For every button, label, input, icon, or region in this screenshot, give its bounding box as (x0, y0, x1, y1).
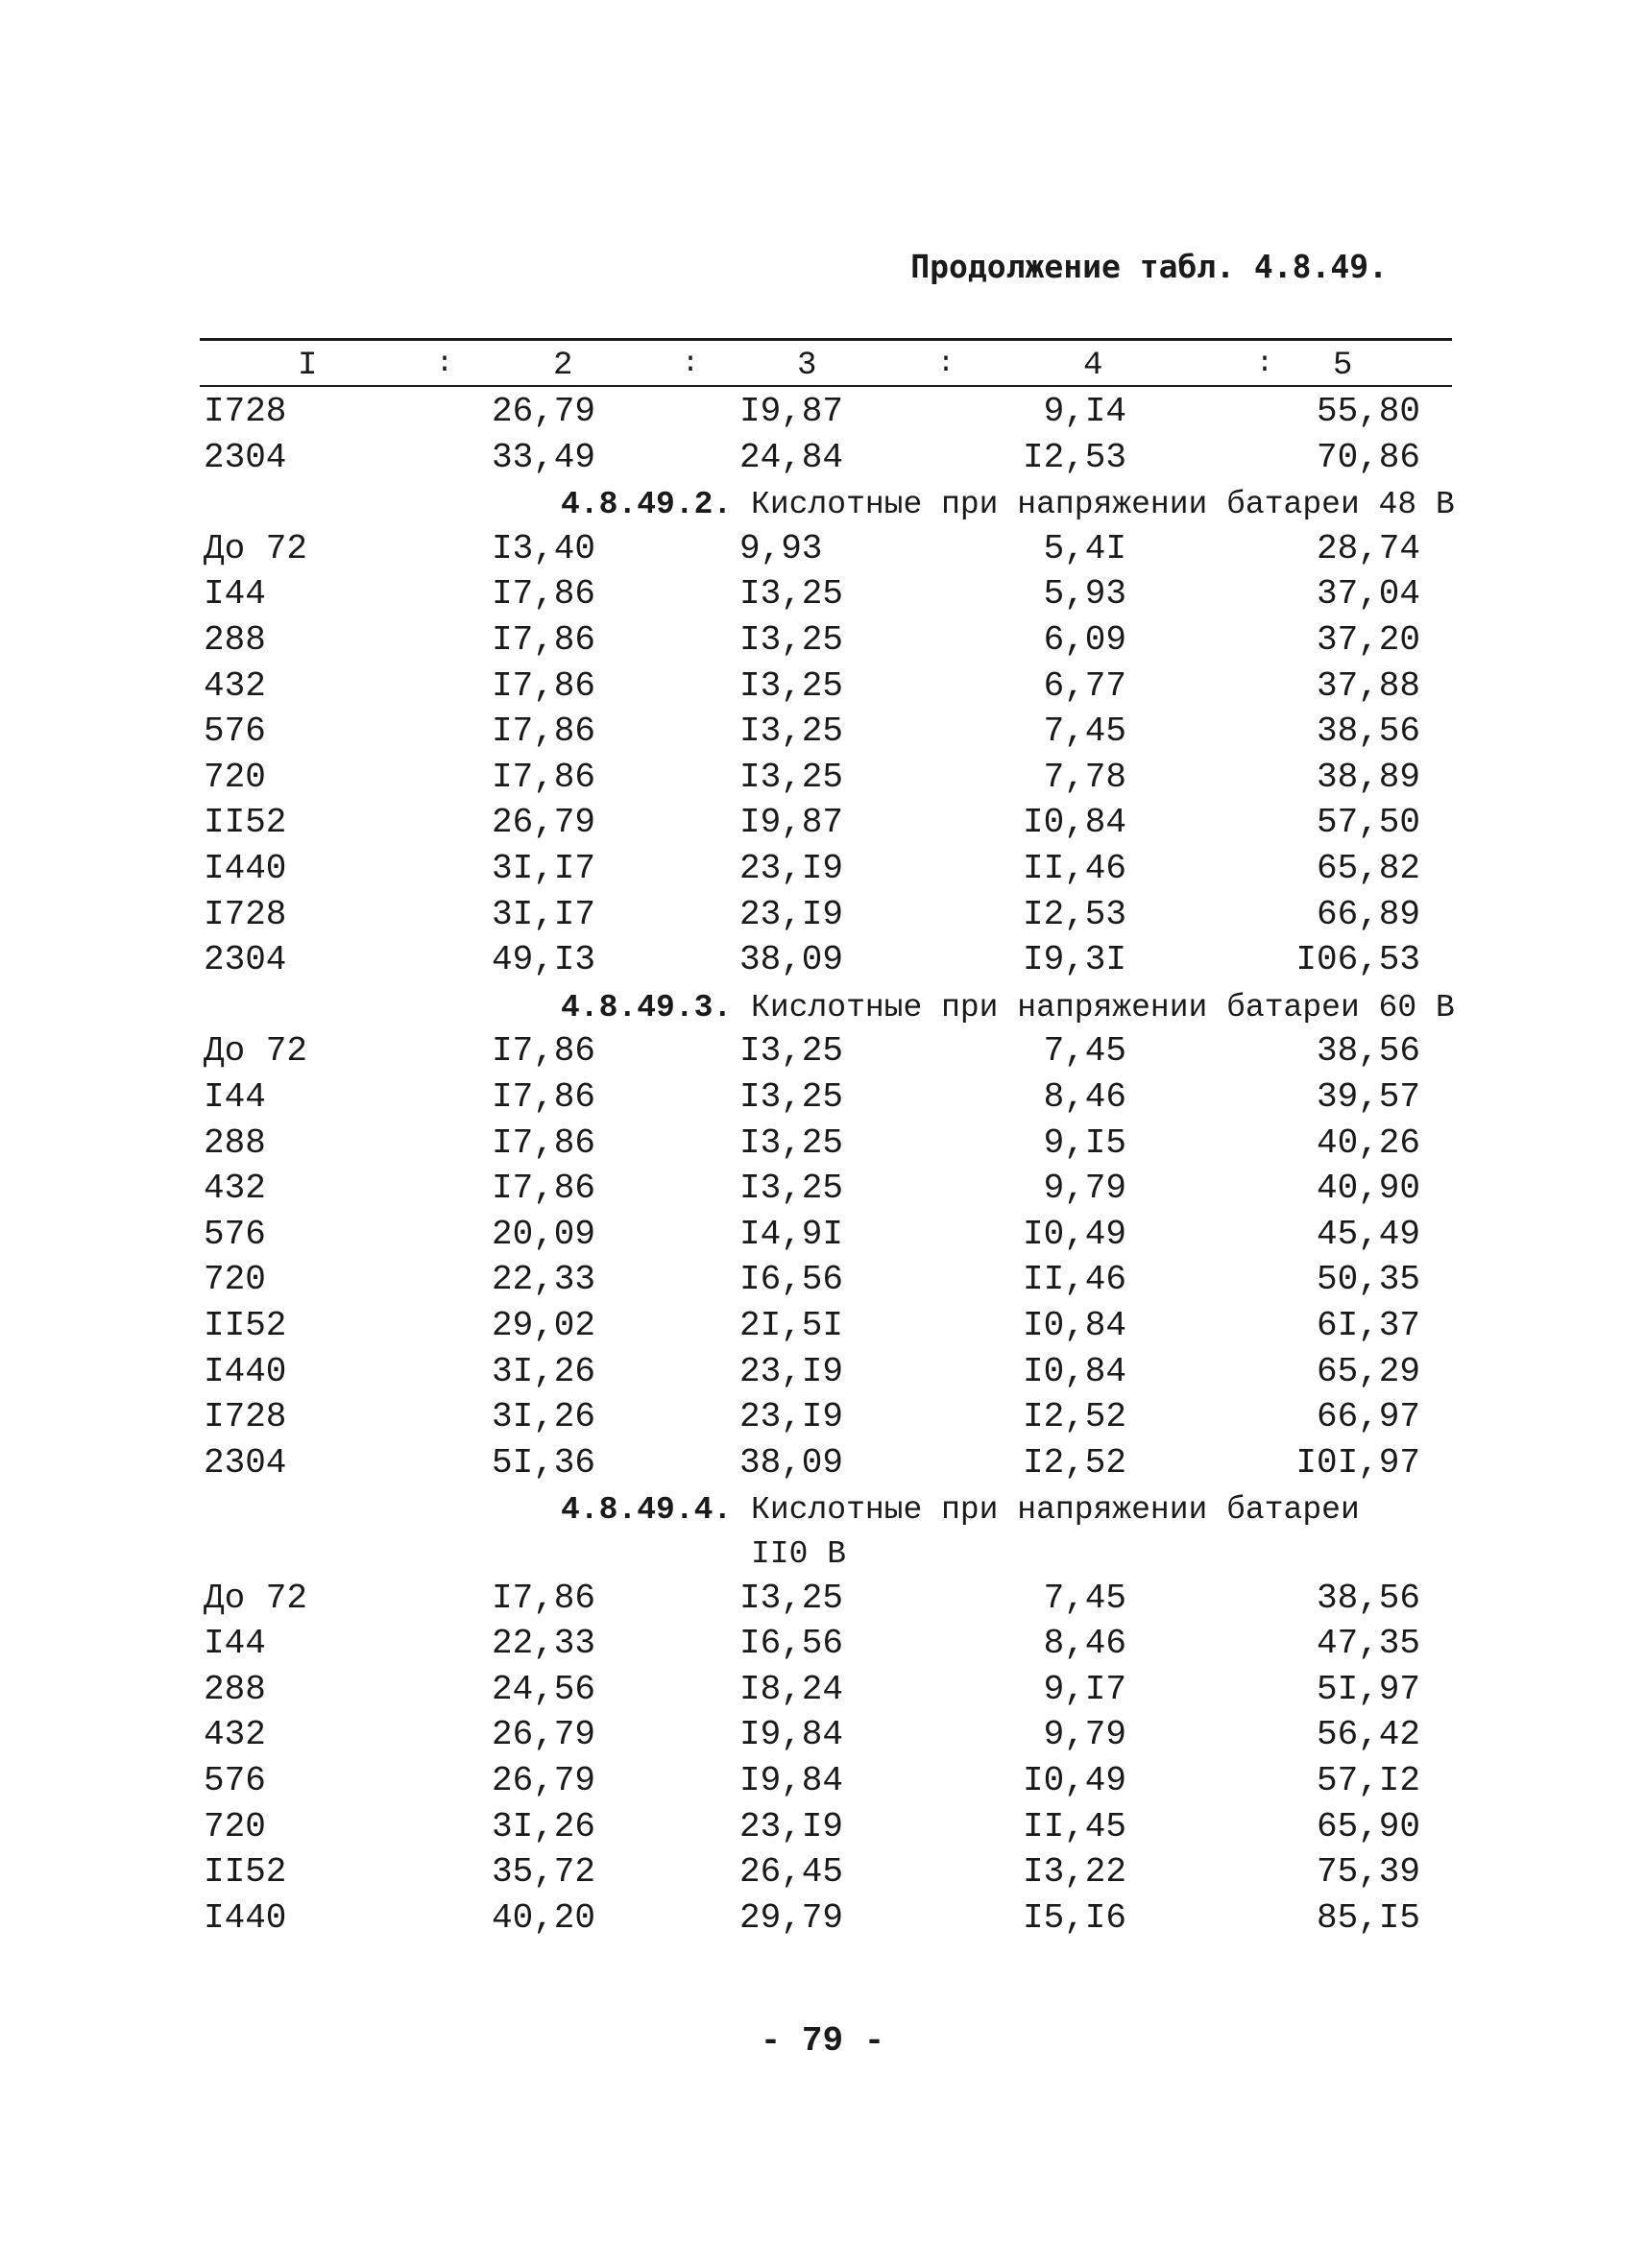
header-separator: : (1256, 348, 1274, 380)
cell-col-5: 66,89 (1316, 894, 1420, 934)
cell-col-5: 70,86 (1316, 437, 1420, 477)
cell-col-5: 28,74 (1316, 528, 1420, 568)
cell-col-2: 3I,26 (492, 1806, 596, 1846)
cell-col-2: 3I,I7 (492, 849, 596, 888)
cell-col-2: 24,56 (492, 1669, 596, 1709)
table-row (0, 392, 1645, 436)
cell-col-1: 288 (204, 1669, 266, 1709)
cell-col-1: 576 (204, 1761, 266, 1800)
cell-col-4: 7,45 (1043, 1031, 1126, 1072)
cell-col-3: I9,87 (739, 392, 844, 431)
cell-col-2: I7,86 (492, 574, 596, 615)
cell-col-2: 5I,36 (492, 1442, 596, 1483)
cell-col-2: I3,40 (492, 528, 596, 568)
cell-col-1: 432 (204, 1715, 266, 1755)
cell-col-1: I44 (204, 1624, 266, 1664)
table-row (0, 1761, 1645, 1805)
cell-col-3: I8,24 (739, 1669, 844, 1709)
cell-col-1: 432 (204, 665, 266, 706)
cell-col-5: 39,57 (1316, 1077, 1420, 1117)
table-row (0, 1031, 1645, 1075)
cell-col-4: I2,53 (1022, 437, 1126, 477)
cell-col-3: 23,I9 (739, 894, 844, 934)
cell-col-2: 26,79 (492, 1761, 596, 1800)
cell-col-1: 720 (204, 757, 266, 797)
table-row (0, 1852, 1645, 1896)
cell-col-2: I7,86 (492, 1169, 596, 1209)
cell-col-4: 9,I5 (1043, 1122, 1126, 1163)
cell-col-2: I7,86 (492, 1578, 596, 1618)
table-row (0, 1306, 1645, 1350)
table-row (0, 1579, 1645, 1623)
cell-col-2: 3I,I7 (492, 894, 596, 934)
section-number: 4.8.49.2. (561, 487, 752, 523)
table-header-rule (200, 385, 1452, 387)
table-row (0, 1169, 1645, 1213)
cell-col-3: 29,79 (739, 1897, 844, 1938)
cell-col-5: 6I,37 (1316, 1306, 1420, 1345)
cell-col-2: 3I,26 (492, 1397, 596, 1437)
cell-col-2: I7,86 (492, 1077, 596, 1117)
cell-col-2: 35,72 (492, 1852, 596, 1893)
cell-col-2: 22,33 (492, 1624, 596, 1664)
cell-col-3: I3,25 (739, 1031, 844, 1072)
table-row (0, 1215, 1645, 1259)
cell-col-3: 38,09 (739, 1442, 844, 1483)
page-number: - 79 - (760, 2021, 885, 2061)
cell-col-1: II52 (204, 1852, 287, 1893)
header-col-4: 4 (1083, 348, 1103, 384)
cell-col-3: I3,25 (739, 574, 844, 615)
cell-col-2: I7,86 (492, 1122, 596, 1163)
table-row (0, 1807, 1645, 1851)
cell-col-3: I9,87 (739, 803, 844, 843)
cell-col-4: I0,84 (1022, 803, 1126, 843)
cell-col-5: 56,42 (1316, 1715, 1420, 1755)
cell-col-4: 6,09 (1043, 620, 1126, 660)
cell-col-5: 50,35 (1316, 1260, 1420, 1300)
cell-col-4: I0,49 (1022, 1214, 1126, 1254)
header-col-2: 2 (553, 348, 573, 384)
cell-col-5: 66,97 (1316, 1397, 1420, 1437)
cell-col-1: 2304 (204, 940, 287, 980)
cell-col-1: I44 (204, 1077, 266, 1117)
cell-col-2: I7,86 (492, 712, 596, 752)
cell-col-1: II52 (204, 803, 287, 843)
cell-col-2: 22,33 (492, 1260, 596, 1300)
table-row (0, 712, 1645, 756)
cell-col-2: I7,86 (492, 1031, 596, 1072)
section-title: Кислотные при напряжении батареи 60 В (751, 989, 1455, 1025)
table-top-rule (200, 338, 1452, 341)
cell-col-3: 23,I9 (739, 1397, 844, 1437)
section-heading (561, 487, 1455, 522)
section-number: 4.8.49.4. (561, 1492, 752, 1529)
cell-col-1: 432 (204, 1169, 266, 1209)
section-title: Кислотные при напряжении батареи 48 В (751, 487, 1455, 523)
cell-col-2: I7,86 (492, 620, 596, 660)
table-caption: Продолжение табл. 4.8.49. (910, 248, 1388, 285)
cell-col-5: 57,50 (1316, 803, 1420, 843)
table-row (0, 620, 1645, 664)
cell-col-2: 49,I3 (492, 940, 596, 980)
table-row (0, 666, 1645, 711)
cell-col-2: 26,79 (492, 1715, 596, 1755)
cell-col-5: 55,80 (1316, 392, 1420, 431)
cell-col-5: 5I,97 (1316, 1669, 1420, 1709)
table-row (0, 438, 1645, 482)
cell-col-1: I440 (204, 1351, 287, 1391)
cell-col-1: 288 (204, 1122, 266, 1163)
cell-col-4: I0,84 (1022, 1351, 1126, 1391)
cell-col-5: 65,90 (1316, 1806, 1420, 1846)
cell-col-5: 57,I2 (1316, 1761, 1420, 1800)
cell-col-5: 65,29 (1316, 1351, 1420, 1391)
cell-col-5: 37,88 (1316, 665, 1420, 706)
cell-col-4: 9,79 (1043, 1715, 1126, 1755)
cell-col-4: 5,93 (1043, 574, 1126, 615)
cell-col-3: I9,84 (739, 1761, 844, 1800)
cell-col-2: 20,09 (492, 1214, 596, 1254)
cell-col-3: 23,I9 (739, 1806, 844, 1846)
cell-col-4: I2,53 (1022, 894, 1126, 934)
cell-col-2: 3I,26 (492, 1351, 596, 1391)
table-row (0, 803, 1645, 847)
cell-col-3: 26,45 (739, 1852, 844, 1893)
cell-col-1: II52 (204, 1306, 287, 1345)
table-header (200, 348, 1452, 382)
cell-col-4: I2,52 (1022, 1442, 1126, 1483)
header-col-1: I (298, 348, 318, 384)
cell-col-2: 33,49 (492, 437, 596, 477)
cell-col-3: 38,09 (739, 940, 844, 980)
cell-col-1: I728 (204, 894, 287, 934)
header-separator: : (937, 348, 956, 380)
cell-col-3: I9,84 (739, 1715, 844, 1755)
header-separator: : (682, 348, 700, 380)
cell-col-4: 5,4I (1043, 528, 1126, 568)
cell-col-3: I3,25 (739, 1122, 844, 1163)
section-heading (561, 1492, 1360, 1528)
cell-col-2: 26,79 (492, 392, 596, 431)
cell-col-4: I5,I6 (1022, 1897, 1126, 1938)
cell-col-3: I3,25 (739, 665, 844, 706)
header-separator: : (436, 348, 454, 380)
cell-col-1: I44 (204, 574, 266, 615)
cell-col-3: 9,93 (739, 528, 823, 568)
cell-col-5: 38,56 (1316, 712, 1420, 752)
cell-col-3: I3,25 (739, 757, 844, 797)
table-row (0, 1123, 1645, 1168)
section-title-continued: II0 В (751, 1536, 847, 1572)
cell-col-3: 24,84 (739, 437, 844, 477)
cell-col-4: 8,46 (1043, 1624, 1126, 1664)
cell-col-3: 23,I9 (739, 849, 844, 888)
cell-col-5: 47,35 (1316, 1624, 1420, 1664)
cell-col-4: II,45 (1022, 1806, 1126, 1846)
cell-col-1: I728 (204, 1397, 287, 1437)
cell-col-5: 40,90 (1316, 1169, 1420, 1209)
cell-col-1: 288 (204, 620, 266, 660)
table-row (0, 895, 1645, 939)
table-row (0, 1260, 1645, 1304)
cell-col-2: 40,20 (492, 1897, 596, 1938)
table-row (0, 1443, 1645, 1487)
table-row (0, 1077, 1645, 1122)
cell-col-4: 7,45 (1043, 1578, 1126, 1618)
section-number: 4.8.49.3. (561, 989, 752, 1025)
cell-col-5: 85,I5 (1316, 1897, 1420, 1938)
cell-col-5: I06,53 (1295, 940, 1420, 980)
cell-col-2: 26,79 (492, 803, 596, 843)
table-row (0, 1352, 1645, 1396)
cell-col-1: 576 (204, 1214, 266, 1254)
table-row (0, 1715, 1645, 1759)
cell-col-3: I3,25 (739, 1169, 844, 1209)
cell-col-1: До 72 (204, 1031, 308, 1072)
cell-col-4: 8,46 (1043, 1077, 1126, 1117)
cell-col-5: 75,39 (1316, 1852, 1420, 1893)
cell-col-1: I440 (204, 1897, 287, 1938)
cell-col-5: 37,20 (1316, 620, 1420, 660)
table-row (0, 1898, 1645, 1942)
table-row (0, 1397, 1645, 1441)
cell-col-4: II,46 (1022, 849, 1126, 888)
cell-col-4: 7,45 (1043, 712, 1126, 752)
cell-col-1: До 72 (204, 1578, 308, 1618)
cell-col-4: I3,22 (1022, 1852, 1126, 1893)
cell-col-4: 9,I4 (1043, 392, 1126, 431)
cell-col-5: 38,56 (1316, 1578, 1420, 1618)
cell-col-4: 6,77 (1043, 665, 1126, 706)
cell-col-3: I3,25 (739, 1578, 844, 1618)
cell-col-4: I9,3I (1022, 940, 1126, 980)
table-row (0, 940, 1645, 984)
cell-col-1: 720 (204, 1806, 266, 1846)
cell-col-4: II,46 (1022, 1260, 1126, 1300)
cell-col-2: I7,86 (492, 757, 596, 797)
cell-col-3: 23,I9 (739, 1351, 844, 1391)
section-title: Кислотные при напряжении батареи (751, 1492, 1360, 1529)
cell-col-4: 7,78 (1043, 757, 1126, 797)
cell-col-4: 9,79 (1043, 1169, 1126, 1209)
cell-col-4: I0,49 (1022, 1761, 1126, 1800)
table-row (0, 574, 1645, 618)
cell-col-4: I0,84 (1022, 1306, 1126, 1345)
cell-col-3: I3,25 (739, 620, 844, 660)
cell-col-3: I6,56 (739, 1260, 844, 1300)
cell-col-3: I3,25 (739, 712, 844, 752)
cell-col-3: I6,56 (739, 1624, 844, 1664)
cell-col-2: I7,86 (492, 665, 596, 706)
cell-col-5: 40,26 (1316, 1122, 1420, 1163)
header-col-3: 3 (797, 348, 817, 384)
table-row (0, 1624, 1645, 1668)
cell-col-3: I3,25 (739, 1077, 844, 1117)
cell-col-3: 2I,5I (739, 1306, 844, 1345)
header-col-5: 5 (1333, 348, 1353, 384)
cell-col-1: 2304 (204, 437, 287, 477)
table-row (0, 758, 1645, 802)
cell-col-5: 37,04 (1316, 574, 1420, 615)
cell-col-5: 38,56 (1316, 1031, 1420, 1072)
cell-col-5: I0I,97 (1295, 1442, 1420, 1483)
cell-col-3: I4,9I (739, 1214, 844, 1254)
section-heading (561, 990, 1455, 1025)
table-row (0, 849, 1645, 893)
cell-col-1: 576 (204, 712, 266, 752)
cell-col-1: 2304 (204, 1442, 287, 1483)
cell-col-1: I440 (204, 849, 287, 888)
table-row (0, 1670, 1645, 1714)
cell-col-5: 45,49 (1316, 1214, 1420, 1254)
cell-col-1: I728 (204, 392, 287, 431)
cell-col-5: 38,89 (1316, 757, 1420, 797)
cell-col-2: 29,02 (492, 1306, 596, 1345)
cell-col-1: 720 (204, 1260, 266, 1300)
cell-col-4: 9,I7 (1043, 1669, 1126, 1709)
cell-col-5: 65,82 (1316, 849, 1420, 888)
cell-col-1: До 72 (204, 528, 308, 568)
cell-col-4: I2,52 (1022, 1397, 1126, 1437)
table-row (0, 529, 1645, 573)
